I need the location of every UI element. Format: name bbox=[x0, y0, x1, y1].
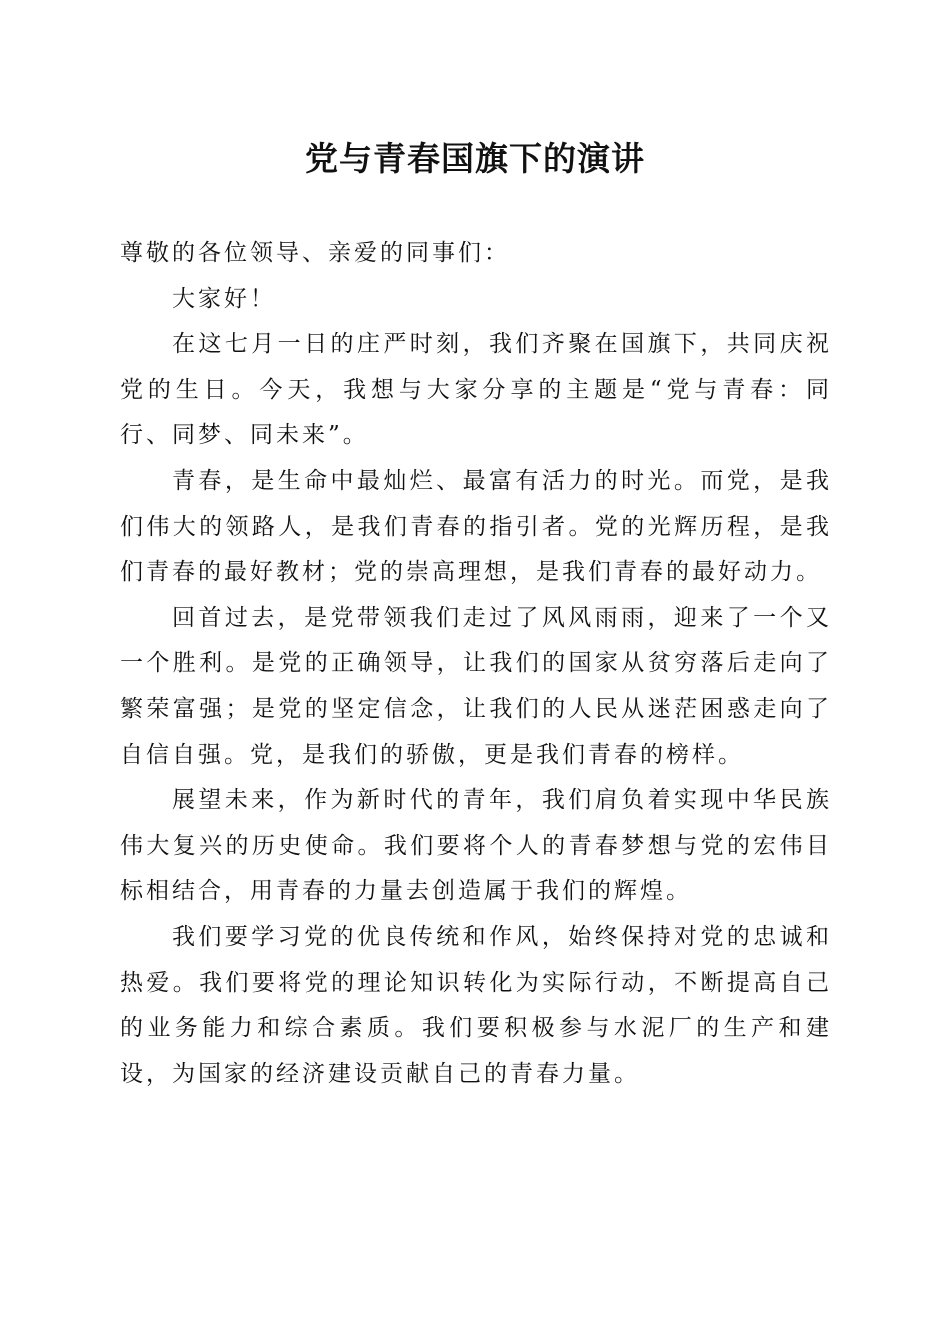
document-body bbox=[120, 231, 832, 1097]
paragraph-1: 在这七月一日的庄严时刻，我们齐聚在国旗下，共同庆祝党的生日。今天，我想与大家分享的主题是“党与青春：同行、同梦、同未来”。 bbox=[120, 331, 832, 449]
paragraph-3: 回首过去，是党带领我们走过了风风雨雨，迎来了一个又一个胜利。是党的正确领导，让我们的国家从贫穷落后走向了繁荣富强；是党的坚定信念，让我们的人民从迷茫困惑走向了自信自强。党，是我们的骄傲，更是我们青春的榜样。 bbox=[120, 604, 832, 768]
salutation: 尊敬的各位领导、亲爱的同事们： bbox=[120, 240, 510, 266]
paragraph-5: 我们要学习党的优良传统和作风，始终保持对党的忠诚和热爱。我们要将党的理论知识转化为实际行动，不断提高自己的业务能力和综合素质。我们要积极参与水泥厂的生产和建设，为国家的经济建设贡献自己的青春力量。 bbox=[120, 923, 832, 1087]
paragraph-2: 青春，是生命中最灿烂、最富有活力的时光。而党，是我们伟大的领路人，是我们青春的指引者。党的光辉历程，是我们青春的最好教材；党的崇高理想，是我们青春的最好动力。 bbox=[120, 467, 832, 586]
greeting: 大家好！ bbox=[172, 285, 276, 312]
paragraph-4: 展望未来，作为新时代的青年，我们肩负着实现中华民族伟大复兴的历史使命。我们要将个人的青春梦想与党的宏伟目标相结合，用青春的力量去创造属于我们的辉煌。 bbox=[120, 787, 832, 905]
document-title: 党与青春国旗下的演讲 bbox=[305, 139, 645, 178]
